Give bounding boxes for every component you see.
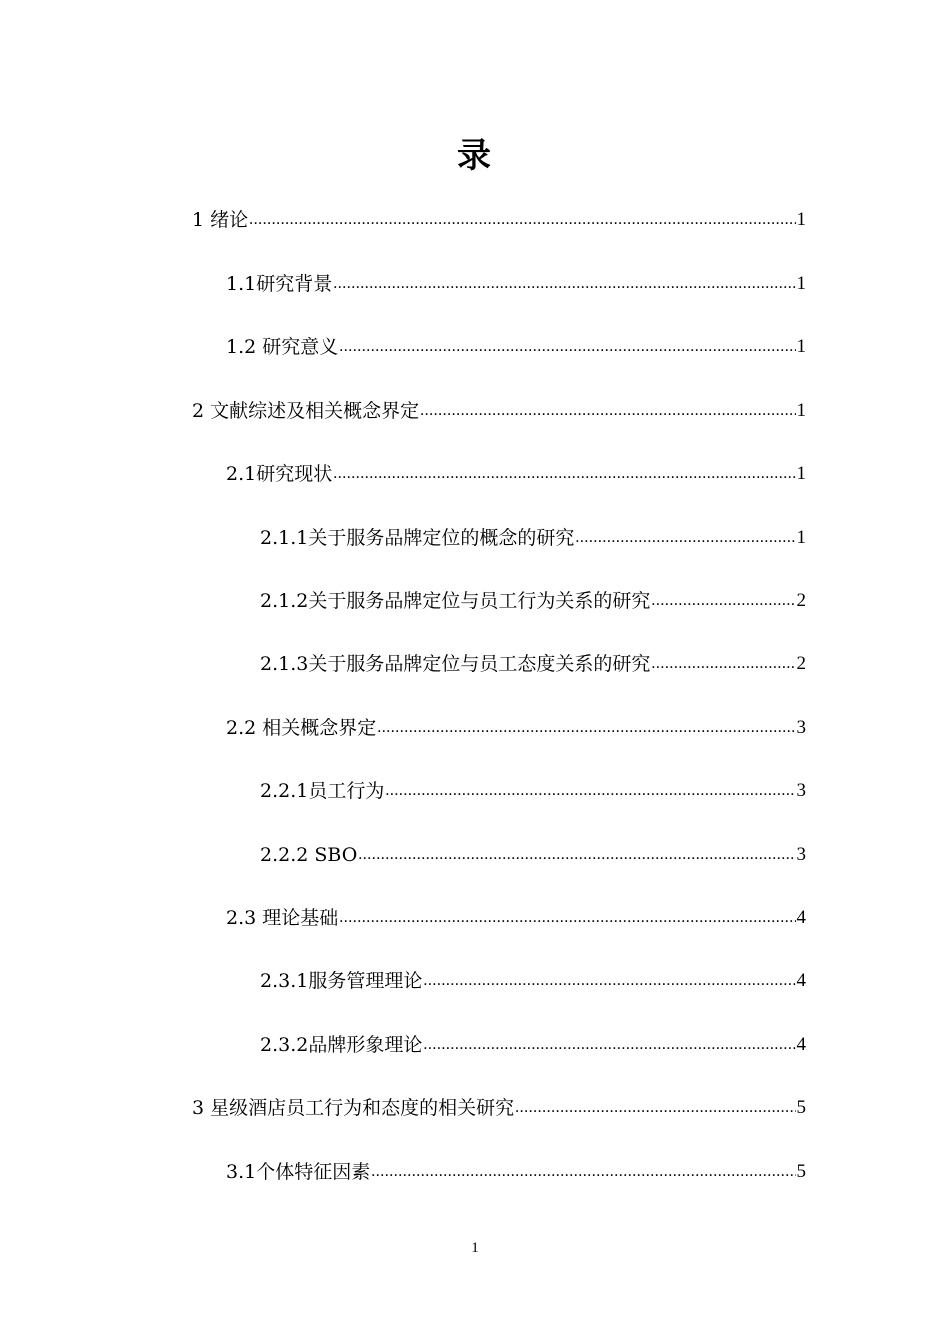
toc-entry-page: 5 [796,1161,806,1182]
toc-entry-page: 2 [796,590,806,611]
toc-leader-dots [575,527,795,549]
toc-entry-label: 2.1.3关于服务品牌定位与员工态度关系的研究 [260,653,651,675]
toc-entry[interactable] [260,524,806,552]
toc-leader-dots [651,590,795,612]
toc-entry-page: 5 [796,1097,806,1118]
toc-entry-page: 3 [796,717,806,738]
toc-entry[interactable] [226,270,806,298]
toc-entry-label: 2 文献综述及相关概念界定 [192,400,420,422]
toc-entry-label: 1.1研究背景 [226,273,333,295]
toc-entry-label: 2.1.2关于服务品牌定位与员工行为关系的研究 [260,590,651,612]
toc-entry[interactable] [260,650,806,678]
toc-entry[interactable] [260,587,806,615]
toc-entry-label: 2.2.2 SBO [260,844,358,866]
toc-entry-label: 3.1个体特征因素 [226,1161,371,1183]
toc-entry[interactable] [226,460,806,488]
toc-entry-page: 4 [796,1034,806,1055]
toc-entry[interactable] [226,714,806,742]
toc-entry[interactable] [192,1094,806,1122]
toc-leader-dots [423,1034,795,1056]
toc-entry[interactable] [260,967,806,995]
toc-entry-page: 1 [796,400,806,421]
toc-leader-dots [371,1161,795,1183]
toc-leader-dots [377,717,795,739]
toc-entry-page: 1 [796,209,806,230]
toc-leader-dots [339,336,795,358]
page-number: 1 [471,1240,479,1256]
toc-leader-dots [651,653,795,675]
toc-leader-dots [515,1097,795,1119]
toc-leader-dots [333,463,795,485]
toc-entry[interactable] [260,841,806,869]
toc-entry[interactable] [226,904,806,932]
toc-leader-dots [249,209,795,231]
toc-entry-page: 1 [796,463,806,484]
toc-leader-dots [333,273,795,295]
toc-entry-page: 1 [796,273,806,294]
toc-entry[interactable] [192,206,806,234]
toc-entry-page: 3 [796,844,806,865]
toc-entry-label: 3 星级酒店员工行为和态度的相关研究 [192,1097,515,1119]
toc-leader-dots [423,970,795,992]
toc-entry-label: 2.3.1服务管理理论 [260,970,423,992]
page-title: 录 [457,136,493,176]
toc-entry-label: 1.2 研究意义 [226,336,339,358]
toc-entry[interactable] [192,397,806,425]
toc-leader-dots [420,400,795,422]
toc-entry-label: 2.2.1员工行为 [260,780,385,802]
toc-leader-dots [339,907,795,929]
toc-entry-label: 2.3.2品牌形象理论 [260,1034,423,1056]
toc-entry-page: 4 [796,970,806,991]
toc-entry[interactable] [260,1031,806,1059]
toc-entry-page: 3 [796,780,806,801]
toc-entry-label: 2.1研究现状 [226,463,333,485]
toc-entry-page: 2 [796,653,806,674]
toc-leader-dots [358,844,795,866]
toc-entry-page: 4 [796,907,806,928]
toc-entry[interactable] [260,777,806,805]
toc-entry-page: 1 [796,336,806,357]
toc-entry-label: 1 绪论 [192,209,249,231]
toc-leader-dots [385,780,795,802]
toc-entry-label: 2.2 相关概念界定 [226,717,377,739]
toc-entry-label: 2.1.1关于服务品牌定位的概念的研究 [260,527,575,549]
toc-entry-page: 1 [796,527,806,548]
toc-entry-label: 2.3 理论基础 [226,907,339,929]
toc-entry[interactable] [226,333,806,361]
toc-entry[interactable] [226,1158,806,1186]
